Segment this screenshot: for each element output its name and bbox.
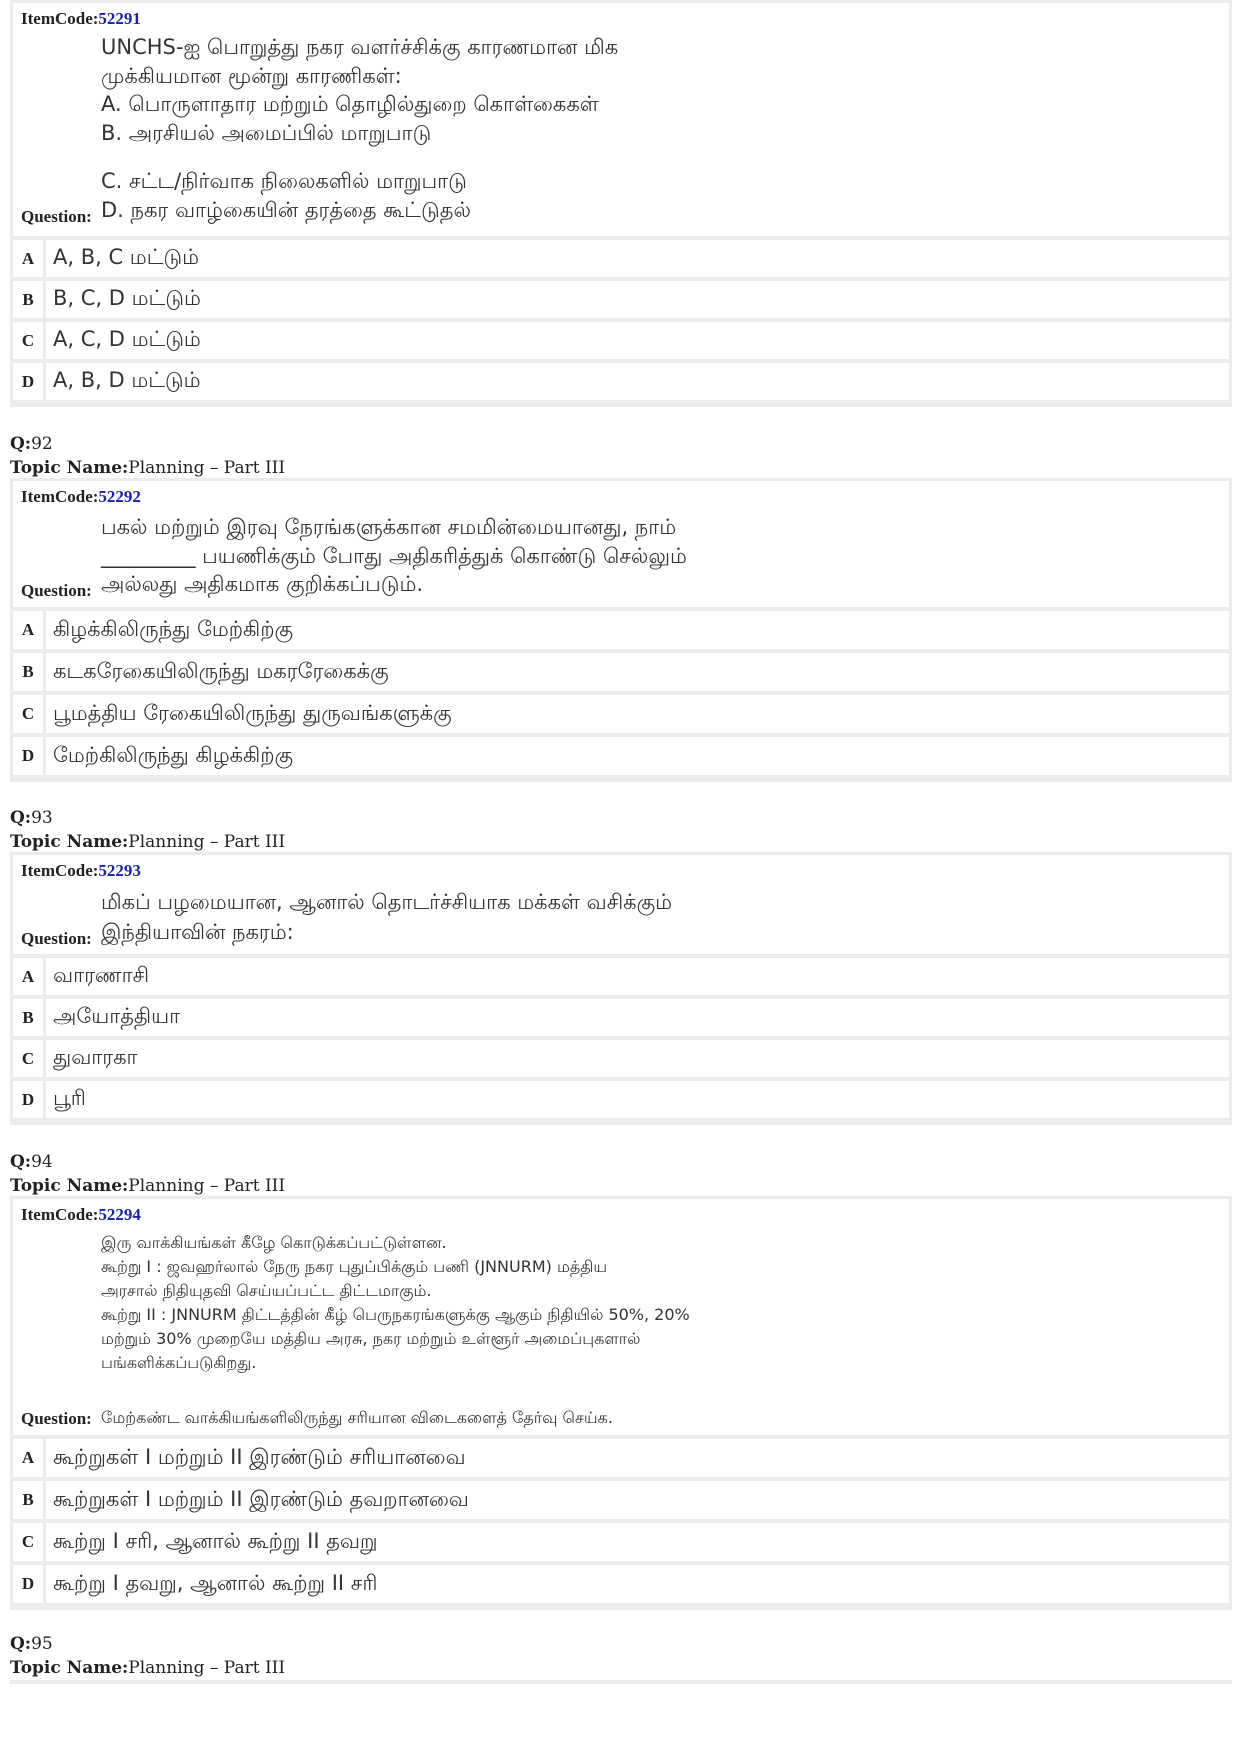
question-text: UNCHS-ஐ பொறுத்து நகர வளர்ச்சிக்கு காரணமான மிக முக்கியமான மூன்று காரணிகள்: A. பொருளாதார மற்றும் தொழில்துறை கொள்கைகள் B. அரசியல் அமைப்பில் மாறுபாடு C. சட்ட/நிர்வாக நிலைகளில் மாறுபாடு D. நகர வாழ்கையின் தரத்தை கூட்டுதல் xyxy=(101,35,619,222)
option-row[interactable]: A வாரணாசி xyxy=(13,958,1229,995)
item-code: ItemCode:52291 xyxy=(21,9,141,28)
question-card-91 xyxy=(10,0,1232,407)
option-row[interactable]: D பூரி xyxy=(13,1081,1229,1118)
question-box xyxy=(13,1199,1229,1435)
question-box xyxy=(13,3,1229,236)
item-code-value: 52292 xyxy=(98,487,141,506)
divider xyxy=(10,1680,1232,1684)
question-final-line: மேற்கண்ட வாக்கியங்களிலிருந்து சரியான விடைகளைத் தேர்வு செய்க. xyxy=(101,1408,613,1427)
question-card-93 xyxy=(10,852,1232,1125)
question-number: 95 xyxy=(31,1634,53,1654)
option-row[interactable]: D மேற்கிலிருந்து கிழக்கிற்கு xyxy=(13,737,1229,775)
option-row[interactable]: C துவாரகா xyxy=(13,1040,1229,1077)
option-row[interactable]: B கூற்றுகள் I மற்றும் II இரண்டும் தவறானவை xyxy=(13,1481,1229,1519)
option-row[interactable]: D கூற்று I தவறு, ஆனால் கூற்று II சரி xyxy=(13,1565,1229,1603)
question-meta-95: Q:95 Topic Name:Planning – Part III xyxy=(10,1634,286,1678)
topic-name: Planning – Part III xyxy=(128,1176,286,1196)
question-card-94 xyxy=(10,1196,1232,1610)
question-label: Question: xyxy=(21,929,92,948)
option-row[interactable]: B B, C, D மட்டும் xyxy=(13,281,1229,318)
question-label: Question: xyxy=(21,207,92,226)
question-number: 92 xyxy=(31,434,53,454)
option-row[interactable]: C பூமத்திய ரேகையிலிருந்து துருவங்களுக்கு xyxy=(13,695,1229,733)
option-row[interactable]: A A, B, C மட்டும் xyxy=(13,240,1229,277)
option-row[interactable]: C கூற்று I சரி, ஆனால் கூற்று II தவறு xyxy=(13,1523,1229,1561)
question-meta-94: Q:94 Topic Name:Planning – Part III xyxy=(10,1152,286,1196)
item-code-value: 52293 xyxy=(98,861,141,880)
question-text: பகல் மற்றும் இரவு நேரங்களுக்கான சமமின்மையானது, நாம் _________ பயணிக்கும் போது அதிகரித்துக் கொண்டு செல்லும் அல்லது அதிகமாக குறிக்கப்படும். xyxy=(101,515,687,596)
question-number: 94 xyxy=(31,1152,53,1172)
option-row[interactable]: B கடகரேகையிலிருந்து மகரரேகைக்கு xyxy=(13,653,1229,691)
item-code-value: 52294 xyxy=(98,1205,141,1224)
question-label: Question: xyxy=(21,581,92,600)
question-number: 93 xyxy=(31,808,53,828)
option-row[interactable]: A கூற்றுகள் I மற்றும் II இரண்டும் சரியானவை xyxy=(13,1439,1229,1477)
question-meta-92: Q:92 Topic Name:Planning – Part III xyxy=(10,434,286,478)
question-text: இரு வாக்கியங்கள் கீழே கொடுக்கப்பட்டுள்ளன. கூற்று I : ஜவஹர்லால் நேரு நகர புதுப்பிக்கும் பணி (JNNURM) மத்திய அரசால் நிதியுதவி செய்யப்பட்ட திட்டமாகும். கூற்று II : JNNURM திட்டத்தின் கீழ் பெருநகரங்களுக்கு ஆகும் நிதியில் 50%, 20% மற்றும் 30% முறையே மத்திய அரசு, நகர மற்றும் உள்ளூர் அமைப்புகளால் பங்களிக்கப்படுகிறது. xyxy=(101,1233,690,1372)
item-code: ItemCode:52292 xyxy=(21,487,141,506)
option-row[interactable]: A கிழக்கிலிருந்து மேற்கிற்கு xyxy=(13,611,1229,649)
question-card-92 xyxy=(10,478,1232,782)
topic-name: Planning – Part III xyxy=(128,1658,286,1678)
topic-name: Planning – Part III xyxy=(128,832,286,852)
question-meta-93: Q:93 Topic Name:Planning – Part III xyxy=(10,808,286,852)
question-box xyxy=(13,855,1229,954)
item-code: ItemCode:52294 xyxy=(21,1205,141,1224)
question-box xyxy=(13,481,1229,607)
topic-name: Planning – Part III xyxy=(128,458,286,478)
item-code-value: 52291 xyxy=(98,9,141,28)
option-row[interactable]: D A, B, D மட்டும் xyxy=(13,363,1229,400)
option-row[interactable]: C A, C, D மட்டும் xyxy=(13,322,1229,359)
option-row[interactable]: B அயோத்தியா xyxy=(13,999,1229,1036)
question-text: மிகப் பழமையான, ஆனால் தொடர்ச்சியாக மக்கள் வசிக்கும் இந்தியாவின் நகரம்: xyxy=(101,890,673,944)
question-label: Question: xyxy=(21,1409,92,1428)
item-code: ItemCode:52293 xyxy=(21,861,141,880)
